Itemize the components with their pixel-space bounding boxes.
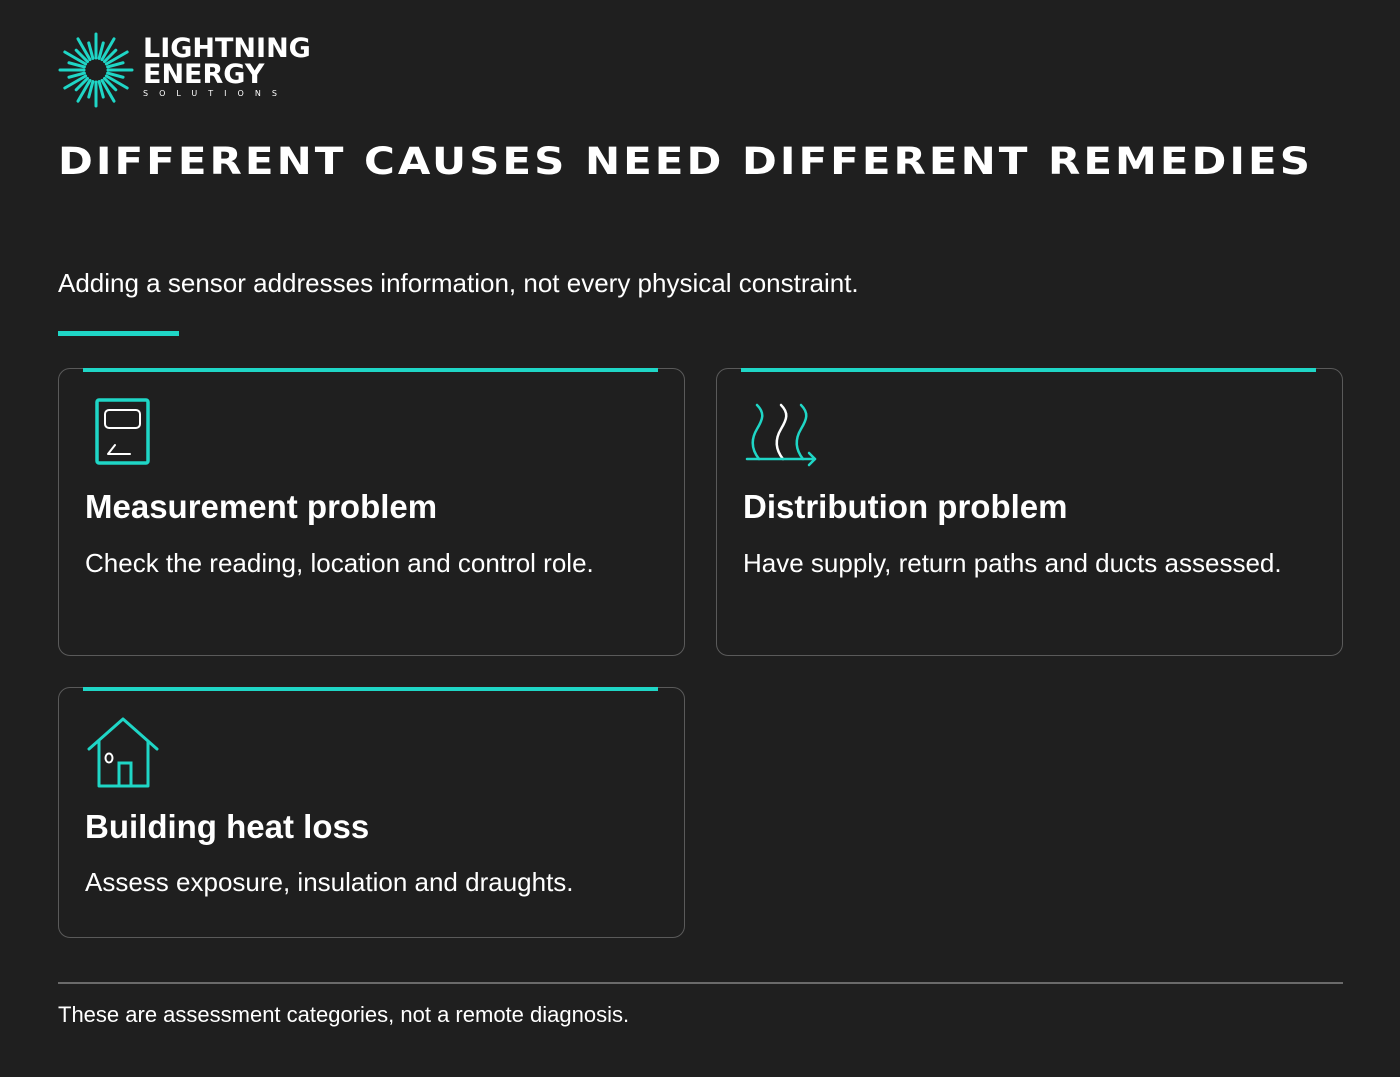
card-title: Building heat loss — [85, 808, 370, 845]
brand-name-line-2: ENERGY — [143, 59, 265, 90]
house-icon — [85, 716, 159, 788]
card-title: Distribution problem — [743, 488, 1068, 525]
card-text: Have supply, return paths and ducts assessed. — [743, 548, 1282, 578]
card-building-heat-loss — [58, 687, 685, 938]
card-accent-bar — [83, 687, 658, 691]
thermostat-icon — [85, 397, 159, 469]
card-measurement-problem — [58, 368, 685, 656]
brand-tagline: SOLUTIONS — [143, 89, 288, 98]
page-title: DIFFERENT CAUSES NEED DIFFERENT REMEDIES — [58, 138, 1313, 183]
brand-wordmark — [143, 33, 311, 98]
card-text: Assess exposure, insulation and draughts. — [85, 867, 574, 897]
card-text: Check the reading, location and control role. — [85, 548, 594, 578]
card-distribution-problem — [716, 368, 1343, 656]
page-subtitle: Adding a sensor addresses information, not every physical constraint. — [58, 268, 859, 298]
footnote: These are assessment categories, not a remote diagnosis. — [58, 1002, 630, 1027]
accent-divider — [58, 331, 179, 336]
card-accent-bar — [83, 368, 658, 372]
card-title: Measurement problem — [85, 488, 438, 525]
brand-name-line-1: LIGHTNING — [143, 33, 311, 64]
card-accent-bar — [741, 368, 1316, 372]
airflow-icon — [743, 397, 817, 469]
brand-logo — [58, 32, 348, 108]
footer-divider — [58, 982, 1343, 984]
sunburst-icon — [58, 32, 134, 108]
